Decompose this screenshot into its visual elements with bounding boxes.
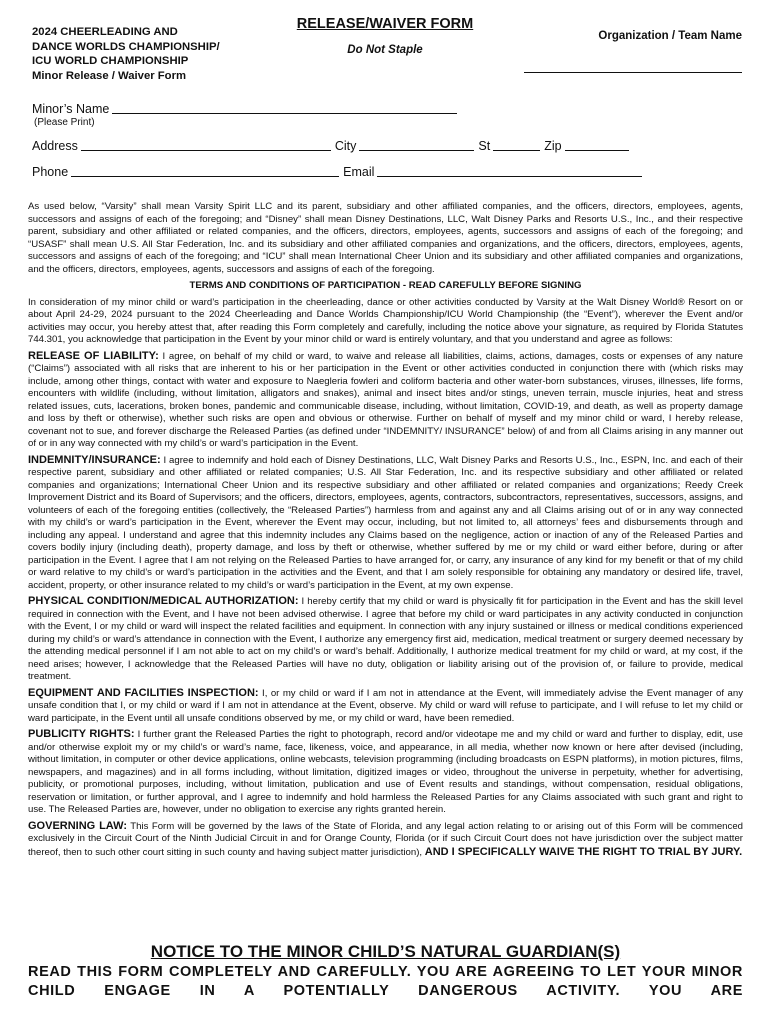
- inspection-text: I, or my child or ward if I am not in attendance at the Event, will immediately advise the Event manager of any unsafe condition that I, or my child or ward if I am not in attendance at the Event, observe. My child or ward will refuse to participate, and I will refuse to let my child or ward participate, in the Event until all unsafe conditions observed by me, or my child or ward, have been remedied.: [28, 687, 743, 724]
- terms-heading: TERMS AND CONDITIONS OF PARTICIPATION - READ CAREFULLY BEFORE SIGNING: [189, 280, 582, 291]
- phone-field[interactable]: [71, 165, 339, 177]
- jury-waiver-text: AND I SPECIFICALLY WAIVE THE RIGHT TO TRIAL BY JURY.: [424, 845, 743, 858]
- event-title-line-2: DANCE WORLDS CHAMPIONSHIP/: [32, 40, 220, 53]
- release-heading: RELEASE OF LIABILITY:: [28, 349, 159, 362]
- form-title: RELEASE/WAIVER FORM: [296, 16, 474, 32]
- event-title-line-3: ICU WORLD CHAMPIONSHIP: [32, 55, 189, 67]
- indemnity-text: I agree to indemnify and hold each of Disney Destinations, LLC, Walt Disney Parks and Resorts U.S., Inc., ESPN, Inc. and each of their respective parent, subsidiary and other affiliated or related companies; U.S. All Star Federation, Inc. and its respective subsidiary and other affiliated or related companies and organizations; International Cheer Union and its respective subsidiary and other affiliated or related companies and organizations; Reedy Creek Improvement District and its Board of Supervisors; and the officers, directors, employees, agents, contractors, subcontractors, representatives, successors, assigns, and volunteers of each of the foregoing entities (collectively, the “Released Parties”) harmless from and against any and all Claims arising out of or in any way connected with my child’s or ward’s participation in the Event, wherever the Event may occur, including, but not limited to, all attorneys’ fees and disbursements through and including any appeal. I understand and agree that this indemnity includes any Claims based on the negligence, action or inaction of any of the Released Parties and covers bodily injury (including death), property damage, and loss by theft or otherwise, whether suffered by me or my child or ward either before, during or after participation in the Event. I agree that I am not relying on the Released Parties to have arranged for, or carry, any insurance of any kind for my benefit or that of my child or ward relative to my child’s or ward’s participation in the activities and the Event, and that I am solely responsible for obtaining any mandatory or desired life, travel, accident, property, or other insurance related to my child’s or ward’s participation in the Event, at my own expense.: [28, 454, 743, 591]
- address-label: Address: [32, 139, 78, 153]
- publicity-heading: PUBLICITY RIGHTS:: [28, 728, 135, 740]
- governing-law-section: [28, 820, 743, 860]
- indemnity-heading: INDEMNITY/INSURANCE:: [28, 453, 161, 466]
- minor-name-row: [32, 100, 742, 116]
- inspection-section: [28, 687, 743, 726]
- governing-law-heading: GOVERNING LAW:: [28, 819, 127, 832]
- email-field[interactable]: [377, 165, 642, 177]
- governing-law-text: This Form will be governed by the laws of the State of Florida, and any legal action relating to or arising out of this Form will be commenced exclusively in the Circuit Court of the Ninth Judicial Circuit in and for Orange County, Florida (or if such Circuit Court does not have jurisdiction over the subject matter thereof, then to such other court sitting in such county and having subject matter jurisdiction),: [28, 820, 743, 858]
- please-print-note: (Please Print): [34, 117, 95, 128]
- release-section: [28, 350, 743, 451]
- email-label: Email: [343, 165, 375, 179]
- notice-text: READ THIS FORM COMPLETELY AND CAREFULLY. YOU ARE AGREEING TO LET YOUR MINOR CHILD ENGAGE IN A POTENTIALLY DANGEROUS ACTIVITY. YOU ARE: [28, 964, 743, 999]
- address-field[interactable]: [81, 139, 331, 151]
- event-title-line-1: 2024 CHEERLEADING AND: [32, 26, 178, 38]
- definitions-paragraph: As used below, “Varsity” shall mean Varsity Spirit LLC and its parent, subsidiary and other affiliated companies, and the officers, directors, employees, agents, successors and assigns of each of the foregoing; and “Disney” shall mean Disney Destinations, LLC, Walt Disney Parks and Resorts U.S., Inc., and their respective parent, subsidiary and other affiliated or related companies, and the officers, directors, employees, agents, successors and assigns of each of the foregoing; and “USASF” shall mean U.S. All Star Federation, Inc. and its subsidiary and other affiliated companies and organizations, and the officers, directors, employees, agents, successors and assigns of each of the foregoing; and “ICU” shall mean International Cheer Union and its subsidiary and other affiliated companies and organizations, and the officers, directors, employees, agents, successors and assigns of each of the foregoing.: [28, 201, 743, 275]
- form-subtitle: Minor Release / Waiver Form: [32, 69, 187, 82]
- publicity-section: [28, 728, 743, 817]
- minor-name-label: Minor’s Name: [32, 102, 110, 116]
- inspection-heading: EQUIPMENT AND FACILITIES INSPECTION:: [28, 686, 259, 699]
- phone-email-row: [32, 163, 742, 179]
- consideration-paragraph: In consideration of my minor child or ward’s participation in the cheerleading, dance or other activities conducted by Varsity at the Walt Disney World® Resort on or about April 24-29, 2024 pursuant to the 2024 Cheerleading and Dance Worlds Championship/ICU World Championship (the “Event”), wherever the Event and/or activities may occur, you hereby attest that, after reading this Form completely and carefully, including the notice above your signature, as required by Florida Statutes 744.301, you acknowledge that participation in the Event by your minor child or ward is entirely voluntary, and that you understand and agree as follows:: [28, 296, 743, 345]
- medical-heading: PHYSICAL CONDITION/MEDICAL AUTHORIZATION:: [28, 595, 299, 607]
- title-block: [270, 16, 500, 56]
- state-field[interactable]: [493, 139, 540, 151]
- zip-label: Zip: [544, 139, 562, 153]
- organization-block: [512, 30, 742, 73]
- minor-info-fields: [32, 100, 742, 179]
- city-field[interactable]: [359, 139, 474, 151]
- notice-title: NOTICE TO THE MINOR CHILD’S NATURAL GUARDIAN(S): [150, 942, 621, 961]
- organization-name-field[interactable]: [524, 56, 742, 73]
- address-row: [32, 137, 742, 153]
- medical-text: I hereby certify that my child or ward is physically fit for participation in the Event and has the skill level required in connection with the Event, and I have not been advised otherwise. I agree that before my child or ward participates in any activity conducted in conjunction with the Event, I or my child or ward will inspect the related facilities and equipment. In connection with any injury sustained or illness or medical conditions experienced during my child’s or ward’s attendance in connection with the Event, I authorize any emergency first aid, medication, medical treatment or surgery deemed necessary by the attending medical personnel if I am not able to act on my child’s or ward’s behalf. Additionally, I authorize medical treatment for my child or ward, at my cost, if the need arises; however, I acknowledge that the Released Parties will have no duty, obligation or liability arising out of the provision of, or failure to provide, medical treatment.: [28, 596, 743, 682]
- staple-note: Do Not Staple: [347, 44, 423, 56]
- publicity-text: I further grant the Released Parties the right to photograph, record and/or videotape me and my child or ward and further to display, edit, use and/or otherwise exploit my or my child’s or ward’s name, face, likeness, voice, and appearance, in all media, whether now known or here after devised (including, without limitation, in computer or other device applications, online webcasts, television programming (including broadcasts on ESPN platforms), in motion pictures, films, newspapers, and magazines) and in all forms including, without limitation, digitized images or video, throughout the universe in perpetuity, whether for advertising, publicity, or promotional purposes, including, without limitation, publication and use of Event results and standings, without compensation, residual obligations, reservation or limitation, or further approval, and I agree to indemnify and hold harmless the Released Parties for any Claims associated with such grant and right to use. The Released Parties are, however, under no obligation to exercise any rights granted herein.: [28, 729, 743, 815]
- state-label: St: [478, 139, 491, 153]
- city-label: City: [334, 139, 357, 153]
- organization-label: Organization / Team Name: [598, 30, 742, 42]
- indemnity-section: [28, 454, 743, 593]
- zip-field[interactable]: [565, 139, 629, 151]
- release-text: I agree, on behalf of my child or ward, to waive and release all liabilities, claims, actions, damages, costs or expenses of any nature (“Claims”) associated with all risks that are inherent to his or her participation in the Event or other activities conducted in conjunction there with (which risks may include, among other things, contact with water and exposure to Naegleria fowleri and coliform bacteria and other water-born substances, viruses, illnesses, life forms, encounters with wildlife (including, without limitation, alligators and snakes), animal and insect bites and/or stings, uneven terrain, muscle injuries, heat and stress related issues, cuts, lacerations, broken bones, pandemic and communicable disease, including, without limitation, COVID-19, and death, as well as property damage and loss by theft or otherwise), whether such risks are open and obvious or otherwise. Further on behalf of myself and my minor child or ward, I hereby release, covenant not to sue, and forever discharge the Released Parties (as defined under “INDEMNITY/ INSURANCE” below) of and from all Claims arising in any manner out of or in any way connected with my child’s or ward’s participation in the Event.: [28, 350, 743, 449]
- medical-section: [28, 595, 743, 684]
- phone-label: Phone: [32, 165, 69, 179]
- event-header: [32, 25, 272, 83]
- form-body: [28, 201, 743, 862]
- minor-name-field[interactable]: [112, 102, 457, 114]
